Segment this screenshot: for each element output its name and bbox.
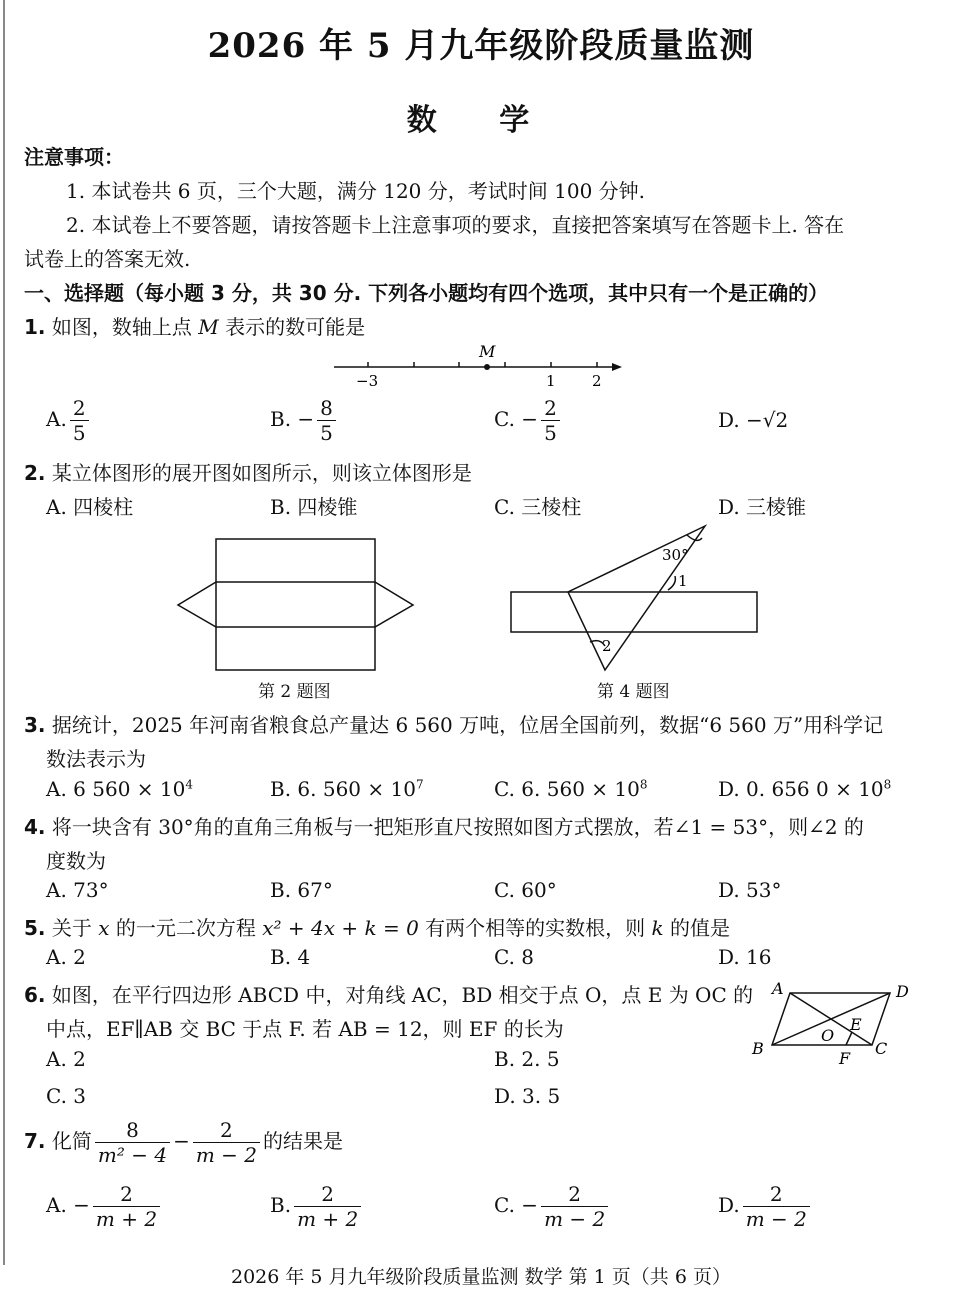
notice-item-2: 2. 本试卷上不要答题，请按答题卡上注意事项的要求，直接把答案填写在答题卡上. 答在 bbox=[66, 213, 845, 237]
q4-option-d: D. 53° bbox=[718, 878, 782, 902]
prism-net-figure bbox=[170, 530, 430, 675]
q3-option-d: D. 0. 656 $0 \times 10^8$ bbox=[718, 777, 892, 801]
notice-heading: 注意事项： bbox=[24, 145, 124, 169]
figure-2-caption: 第 2 题图 bbox=[258, 682, 331, 702]
point-m-label: M bbox=[479, 342, 496, 361]
parallelogram-figure bbox=[748, 975, 918, 1070]
question-6 bbox=[24, 979, 753, 1008]
q2-option-b: B. 四棱锥 bbox=[270, 495, 358, 519]
q5-option-b: B. 4 bbox=[270, 945, 311, 969]
question-text: 如图，数轴上点 bbox=[51, 315, 199, 339]
notice-item-1: 1. 本试卷共 6 页，三个大题，满分 120 分，考试时间 100 分钟. bbox=[66, 179, 646, 203]
question-number: 6. bbox=[24, 983, 46, 1007]
q6-option-c: C. 3 bbox=[46, 1084, 87, 1108]
point-o-label: O bbox=[821, 1026, 835, 1045]
question-2 bbox=[24, 457, 472, 486]
question-4 bbox=[24, 811, 864, 840]
q3-option-b: B. 6. $560 \times 10^7$ bbox=[270, 777, 424, 801]
question-number: 5. bbox=[24, 916, 46, 940]
question-text: 表示的数可能是 bbox=[218, 315, 366, 339]
q7-option-c: C. − $\frac{2}{m - 2}$ bbox=[494, 1182, 611, 1231]
q7-option-b: B. $\frac{2}{m + 2}$ bbox=[270, 1182, 364, 1231]
q7-option-d: D. $\frac{2}{m - 2}$ bbox=[718, 1182, 813, 1231]
question-7: 7. 化简 $\frac{8}{\text{m² − 4}}$ − $\frac{2}{m - 2}$ 的结果是 bbox=[24, 1118, 343, 1167]
question-number: 1. bbox=[24, 315, 46, 339]
question-text: 某立体图形的展开图如图所示，则该立体图形是 bbox=[51, 461, 472, 485]
point-f-label: F bbox=[839, 1049, 851, 1068]
question-5: 5. 关于 x 的一元二次方程 x² + 4x + k = 0 有两个相等的实数根，则 k 的值是 bbox=[24, 916, 730, 940]
triangle-ruler-figure bbox=[505, 520, 765, 675]
q4-option-c: C. 60° bbox=[494, 878, 557, 902]
question-number: 2. bbox=[24, 461, 46, 485]
q5-option-d: D. 16 bbox=[718, 945, 772, 969]
section-1-heading: 一、选择题（每小题 3 分，共 30 分. 下列各小题均有四个选项，其中只有一个是正确的） bbox=[24, 281, 829, 305]
q5-option-c: C. 8 bbox=[494, 945, 535, 969]
q6-option-a: A. 2 bbox=[46, 1047, 86, 1071]
subject-title: 数 学 bbox=[406, 103, 556, 138]
tick-label-2: 2 bbox=[592, 372, 602, 390]
tick-label-neg3: −3 bbox=[356, 372, 379, 390]
q4-option-b: B. 67° bbox=[270, 878, 333, 902]
notice-item-2-cont: 试卷上的答案无效. bbox=[24, 247, 191, 271]
question-text: 如图，在平行四边形 ABCD 中，对角线 AC，BD 相交于点 O，点 E 为 OC 的 bbox=[51, 983, 754, 1007]
q3-option-a: A. 6 $560 \times 10^4$ bbox=[46, 777, 193, 801]
vertex-c-label: C bbox=[875, 1039, 888, 1058]
vertex-d-label: D bbox=[896, 982, 909, 1001]
question-1 bbox=[24, 311, 365, 340]
angle-1-label: 1 bbox=[678, 572, 688, 590]
q2-option-d: D. 三棱锥 bbox=[718, 495, 807, 519]
q4-option-a: A. 73° bbox=[46, 878, 109, 902]
q3-option-c: C. 6. $560 \times 10^8$ bbox=[494, 777, 648, 801]
q2-option-a: A. 四棱柱 bbox=[46, 495, 134, 519]
vertex-b-label: B bbox=[752, 1039, 764, 1058]
question-number: 3. bbox=[24, 713, 46, 737]
question-number: 4. bbox=[24, 815, 46, 839]
page-edge bbox=[3, 0, 5, 1265]
angle-2-label: 2 bbox=[602, 637, 612, 655]
figure-4-caption: 第 4 题图 bbox=[597, 682, 670, 702]
question-6-cont: 中点，EF∥AB 交 BC 于点 F. 若 AB = 12，则 EF 的长为 bbox=[46, 1017, 564, 1041]
page-footer: 2026 年 5 月九年级阶段质量监测 数学 第 1 页（共 6 页） bbox=[231, 1266, 731, 1288]
vertex-a-label: A bbox=[772, 979, 784, 998]
equation: x² + 4x + k = 0 bbox=[262, 916, 419, 940]
angle-30-label: 30° bbox=[662, 546, 689, 564]
q1-option-c: C. − $\frac{2}{5}$ bbox=[494, 396, 563, 445]
question-text: 将一块含有 30°角的直角三角板与一把矩形直尺按照如图方式摆放，若∠1 = 53°，则∠2 的 bbox=[51, 815, 864, 839]
q5-option-a: A. 2 bbox=[46, 945, 86, 969]
q6-option-b: B. 2. 5 bbox=[494, 1047, 560, 1071]
q1-option-b: B. − $\frac{8}{5}$ bbox=[270, 396, 339, 445]
question-4-cont: 度数为 bbox=[46, 849, 106, 873]
q6-option-d: D. 3. 5 bbox=[494, 1084, 561, 1108]
question-number: 7. bbox=[24, 1129, 46, 1153]
variable: M bbox=[198, 315, 219, 339]
q2-option-c: C. 三棱柱 bbox=[494, 495, 582, 519]
tick-label-1: 1 bbox=[546, 372, 556, 390]
q7-option-a: A. − $\frac{2}{m + 2}$ bbox=[46, 1182, 163, 1231]
number-line-figure bbox=[330, 340, 630, 390]
q1-option-a: A. $\frac{2}{5}$ bbox=[46, 396, 92, 445]
page-title: 2026 年 5 月九年级阶段质量监测 bbox=[207, 26, 755, 66]
question-3 bbox=[24, 709, 883, 738]
point-e-label: E bbox=[850, 1015, 862, 1034]
question-text: 据统计，2025 年河南省粮食总产量达 6 560 万吨，位居全国前列，数据“6 560 万”用科学记 bbox=[51, 713, 884, 737]
q1-option-d: D. −√2 bbox=[718, 408, 789, 432]
question-3-cont: 数法表示为 bbox=[46, 747, 146, 771]
